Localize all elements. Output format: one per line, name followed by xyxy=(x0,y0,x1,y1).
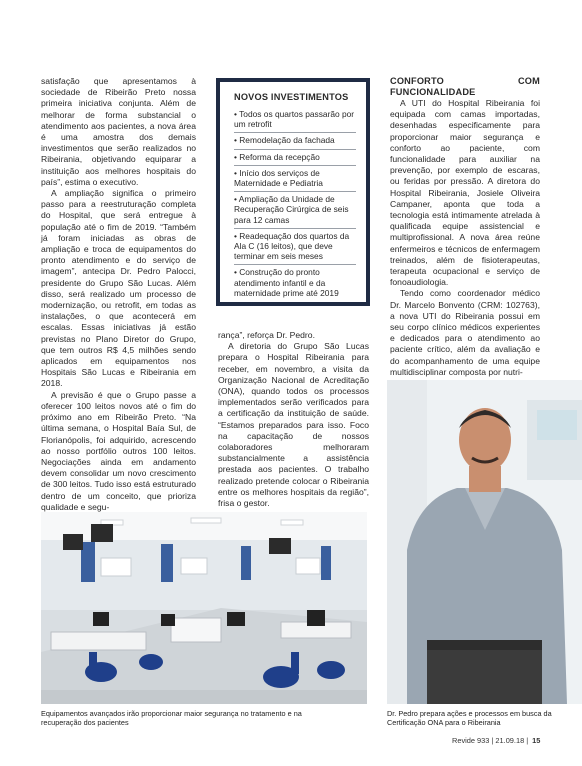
doctor-portrait-photo xyxy=(387,380,582,704)
article-column-3 xyxy=(390,76,540,378)
sidebar-item: • Ampliação da Unidade de Recuperação Cirúrgica de seis para 12 camas xyxy=(234,192,356,229)
sidebar-item: • Reforma da recepção xyxy=(234,150,356,166)
doctor-portrait-illustration xyxy=(387,380,582,704)
section-heading: CONFORTO COM FUNCIONALIDADE xyxy=(390,76,540,97)
ward-photo-caption: Equipamentos avançados irão proporcionar maior segurança no tratamento e na recuperação dos pacientes xyxy=(41,709,302,727)
sidebar-title: NOVOS INVESTIMENTOS xyxy=(234,92,349,102)
sidebar-item: • Todos os quartos passarão por um retrofit xyxy=(234,107,356,133)
paragraph: satisfação que apresentamos à sociedade de Ribeirão Preto nossa primeira iniciativa conjunta. Além de melhorar de forma substancial o atendimento aos pacientes, a nova área é uma amostra dos demais investimentos que serão realizados no Ribeirania, objetivando equiparar a instituição aos melhores hospitais do país”, estima o executivo. xyxy=(41,76,196,187)
sidebar-item: • Início dos serviços de Maternidade e Pediatria xyxy=(234,166,356,192)
page-footer xyxy=(452,736,540,745)
doctor-photo-caption: Dr. Pedro prepara ações e processos em busca da Certificação ONA para o Ribeirania xyxy=(387,709,552,727)
article-column-1 xyxy=(41,76,196,513)
paragraph: Tendo como coordenador médico Dr. Marcelo Bonvento (CRM: 102763), a nova UTI do Ribeirania possui em seu corpo clínico médicos experientes e dedicados para o atendimento ao paciente crítico, além da avaliação e do acompanhamento de uma equipe multidisciplinar composta por nutri- xyxy=(390,288,540,377)
icu-ward-photo xyxy=(41,512,367,704)
paragraph: A UTI do Hospital Ribeirania foi equipada com camas importadas, desenhadas especificamente para proporcionar maior segurança e conforto ao paciente, com funcionalidade para auxiliar na prevenção, por exemplo de escaras, ou feridas por pressão. A diretora do Hospital Ribeirania, Josiele Oliveira Campaner, aponta que toda a tecnologia está intimamente atrelada à qualificada equipe assistencial e multiprofissional. A nova área reúne enfermeiros e técnicos de enfermagem treinados, além de fisioterapeutas, terapeuta ocupacional e serviço de fonoaudiologia. xyxy=(390,98,540,288)
icu-ward-illustration xyxy=(41,512,367,704)
article-column-2 xyxy=(218,330,369,509)
sidebar-item: • Readequação dos quartos da Ala C (16 leitos), que deve terminar em seis meses xyxy=(234,229,356,266)
page-number: 15 xyxy=(532,736,541,745)
sidebar-item: • Construção do pronto atendimento infantil e da maternidade prime até 2019 xyxy=(234,267,339,298)
issue-info: Revide 933 | 21.09.18 | xyxy=(452,736,529,745)
sidebar-item: • Remodelação da fachada xyxy=(234,133,356,149)
paragraph: A previsão é que o Grupo passe a oferecer 100 leitos novos até o fim do próximo ano em Ribeirão Preto. “Na última semana, o Hospital Baía Sul, de Florianópolis, foi adquirido, acrescendo ao nosso portfólio outros 100 leitos. Negociações ainda em andamento devem consolidar um novo crescimento de 300 leitos. Tudo isso está estruturado dentro de um conceito, que prioriza qualidade e segu- xyxy=(41,389,196,512)
paragraph: A diretoria do Grupo São Lucas prepara o Hospital Ribeirania para receber, em novembro, a visita da Organização Nacional de Acreditação (ONA), quando todos os processos implementados serão verificados para a certificação da instituição de saúde. “Estamos preparados para isso. Foco na capacitação de nossos colaboradores melhoraram substancialmente a assistência prestada aos pacientes. O trabalho realizado pretende colocar o Ribeirania entre os melhores hospitais da região”, frisa o gestor. xyxy=(218,341,369,509)
sidebar-list xyxy=(234,107,356,301)
paragraph: rança”, reforça Dr. Pedro. xyxy=(218,330,315,340)
paragraph: A ampliação significa o primeiro passo para a reestruturação completa do Hospital, que será entregue à população até o fim de 2019. “Também já foram iniciadas as obras de ampliação e troca de equipamentos do pronto atendimento e do serviço de imagem”, antecipa Dr. Pedro Palocci, presidente do Grupo São Lucas. Além disso, será realizado um processo de modernização, ou retrofit, em todas as instalações, o que acontecerá em escalas. Essas iniciativas já estão previstas no Plano Diretor do Grupo, que tem outros R$ 4,5 milhões sendo aplicados em equipamentos nos Hospitais São Lucas e Ribeirania em 2018. xyxy=(41,188,196,389)
investments-sidebar-box xyxy=(216,78,370,306)
